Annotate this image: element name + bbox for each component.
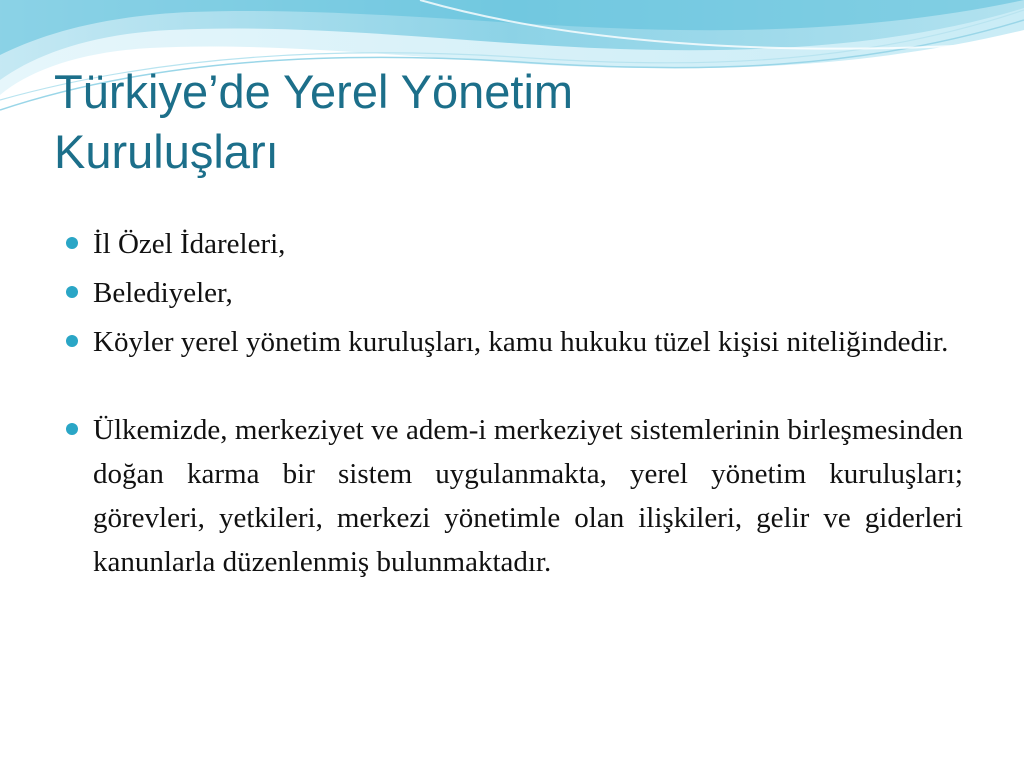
bullet-text: İl Özel İdareleri, [93,228,286,260]
bullet-dot-icon [66,286,78,298]
bullet-dot-icon [66,423,78,435]
bullet-dot-icon [66,237,78,249]
bullet-text: Ülkemizde, merkeziyet ve adem-i merkeziyet sistemlerinin birleşmesinden doğan karma bir sistem uygulanmakta, yerel yönetim kuruluşları; görevleri, yetkileri, merkezi yönetimle olan ilişkileri, gelir ve giderleri kanunlarla düzenlenmiş bulunmaktadır. [93,414,963,578]
bullet-item [60,408,963,584]
bullet-text: Belediyeler, [93,277,233,309]
slide-title-line-2: Kuruluşları [54,125,279,178]
bullet-item [60,222,963,266]
bullet-text: Köyler yerel yönetim kuruluşları, kamu hukuku tüzel kişisi niteliğindedir. [93,326,949,358]
slide-title [54,62,954,182]
slide-title-line-1: Türkiye’de Yerel Yönetim [54,65,574,118]
bullet-list [60,222,963,589]
bullet-item [60,271,963,315]
bullet-dot-icon [66,335,78,347]
bullet-item [60,320,963,364]
